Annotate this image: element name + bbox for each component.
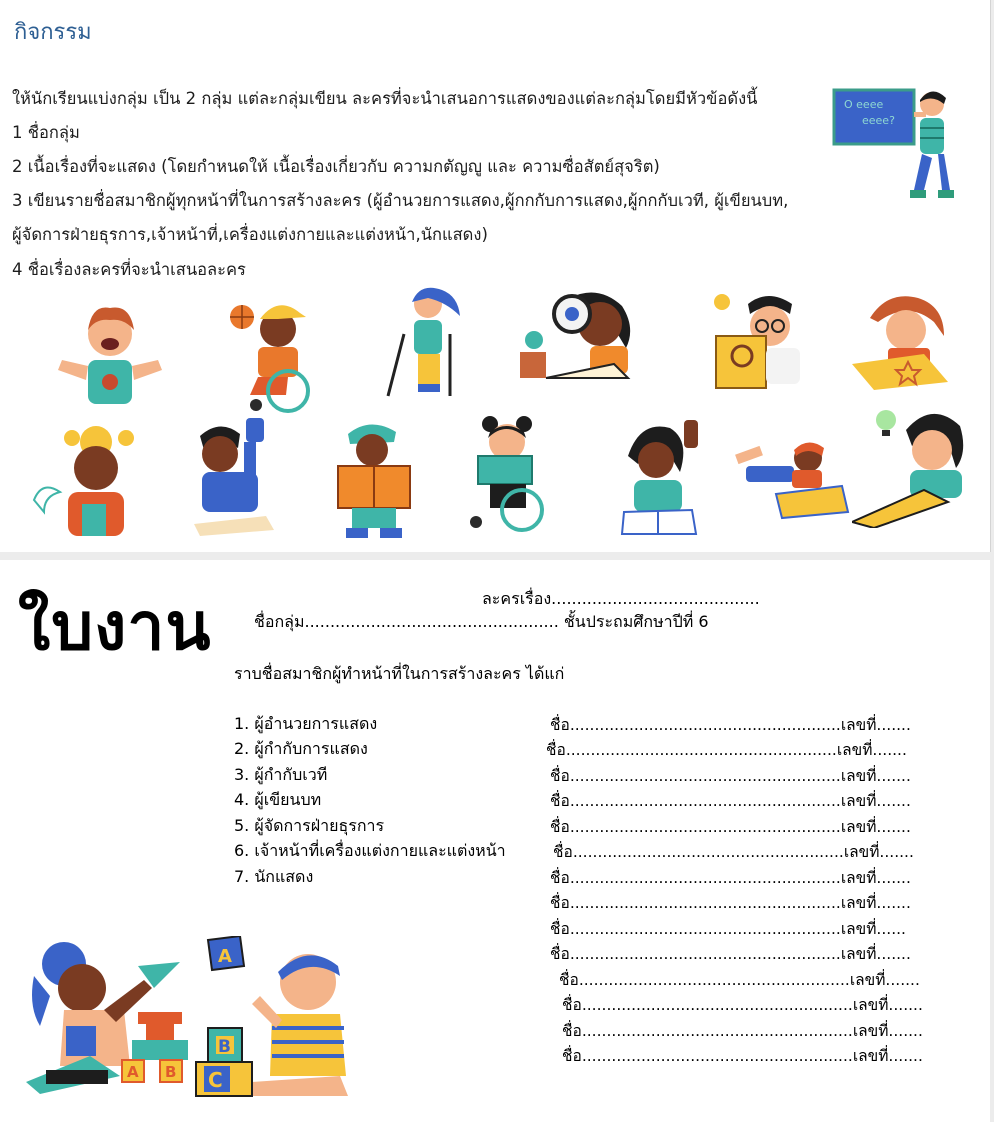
members-heading: ราบชื่อสมาชิกผู้ทำหน้าที่ในการสร้างละคร ได้แก่ xyxy=(234,664,565,683)
svg-text:B: B xyxy=(165,1063,177,1081)
child-lying-drawing-illustration xyxy=(732,440,852,520)
name-line[interactable]: ชื่อ.......................................................เลขที่....... xyxy=(550,894,911,912)
child-hand-up-book-illustration xyxy=(620,416,712,536)
name-line[interactable]: ชื่อ.......................................................เลขที่....... xyxy=(562,1022,923,1040)
svg-text:C: C xyxy=(208,1068,223,1092)
child-open-book-illustration xyxy=(334,420,414,542)
activity-title: กิจกรรม xyxy=(14,20,92,45)
name-line[interactable]: ชื่อ.......................................................เลขที่....... xyxy=(550,869,911,887)
child-raising-hand-illustration xyxy=(194,412,276,536)
role-item: 3. ผู้กำกับเวที xyxy=(234,765,328,784)
play-name-field[interactable]: ละครเรื่อง......................................... xyxy=(482,589,760,608)
child-idea-writing-illustration xyxy=(852,406,968,528)
svg-text:A: A xyxy=(127,1063,139,1081)
child-cheering-illustration xyxy=(48,300,173,410)
name-line[interactable]: ชื่อ.......................................................เลขที่...... xyxy=(550,920,906,938)
child-wheelchair-reading-illustration xyxy=(466,414,548,534)
svg-text:B: B xyxy=(218,1037,231,1057)
role-item: 6. เจ้าหน้าที่เครื่องแต่งกายและแต่งหน้า xyxy=(234,841,506,860)
role-item: 1. ผู้อำนวยการแสดง xyxy=(234,714,378,733)
name-line[interactable]: ชื่อ.......................................................เลขที่....... xyxy=(562,996,923,1014)
child-crutches-illustration xyxy=(384,282,464,400)
instruction-item-3: 3 เขียนรายชื่อสมาชิกผู้ทุกหน้าที่ในการสร้างละคร (ผู้อำนวยการแสดง,ผู้กกกับการแสดง,ผู้กกกับเวที, ผู้เขียนบท, xyxy=(12,191,789,210)
child-thinking-illustration xyxy=(32,420,142,542)
group-name-field[interactable]: ชื่อกลุ่ม.................................................. ชั้นประถมศึกษาปีที่ 6 xyxy=(254,612,709,631)
role-item: 2. ผู้กำกับการแสดง xyxy=(234,739,368,758)
name-line[interactable]: ชื่อ.......................................................เลขที่....... xyxy=(559,971,920,989)
svg-text:eeee?: eeee? xyxy=(862,114,895,127)
instruction-item-3-cont: ผู้จัดการฝ่ายธุรการ,เจ้าหน้าที่,เครื่องแต่งกายและแต่งหน้า,นักแสดง) xyxy=(12,225,488,244)
worksheet-page xyxy=(0,560,990,1122)
worksheet-title: ใบงาน xyxy=(18,587,212,665)
child-reading-book-illustration xyxy=(706,290,806,392)
name-line[interactable]: ชื่อ.......................................................เลขที่....... xyxy=(550,792,911,810)
name-line[interactable]: ชื่อ.......................................................เลขที่....... xyxy=(550,945,911,963)
instruction-item-1: 1 ชื่อกลุ่ม xyxy=(12,123,80,142)
child-wheelchair-basketball-illustration xyxy=(226,295,316,417)
instruction-intro: ให้นักเรียนแบ่งกลุ่ม เป็น 2 กลุ่ม แต่ละกลุ่มเขียน ละครที่จะนำเสนอการแสดงของแต่ละกลุ่มโดยมีหัวข้อดังนี้ xyxy=(12,89,758,108)
name-line[interactable]: ชื่อ.......................................................เลขที่....... xyxy=(562,1047,923,1065)
role-item: 4. ผู้เขียนบท xyxy=(234,790,322,809)
activity-page xyxy=(0,0,991,552)
role-item: 5. ผู้จัดการฝ่ายธุรการ xyxy=(234,816,385,835)
teacher-at-board-illustration xyxy=(832,86,957,208)
name-line[interactable]: ชื่อ.......................................................เลขที่....... xyxy=(550,716,911,734)
role-item: 7. นักแสดง xyxy=(234,867,314,886)
name-line[interactable]: ชื่อ.......................................................เลขที่....... xyxy=(550,818,911,836)
child-magnifier-illustration xyxy=(518,288,642,384)
name-line[interactable]: ชื่อ.......................................................เลขที่....... xyxy=(553,843,914,861)
svg-text:A: A xyxy=(218,946,232,967)
instruction-item-2: 2 เนื้อเรื่องที่จะแสดง (โดยกำหนดให้ เนื้อเรื่องเกี่ยวกับ ความกตัญญู และ ความซื่อสัตย์สุจริต) xyxy=(12,157,660,176)
svg-text:O eeee: O eeee xyxy=(844,98,884,111)
instruction-item-4: 4 ชื่อเรื่องละครที่จะนำเสนอละคร xyxy=(12,260,246,279)
name-line[interactable]: ชื่อ.......................................................เลขที่....... xyxy=(550,767,911,785)
child-drawing-star-illustration xyxy=(848,292,952,390)
kids-with-blocks-illustration xyxy=(20,936,350,1098)
name-line[interactable]: ชื่อ.......................................................เลขที่....... xyxy=(546,741,907,759)
